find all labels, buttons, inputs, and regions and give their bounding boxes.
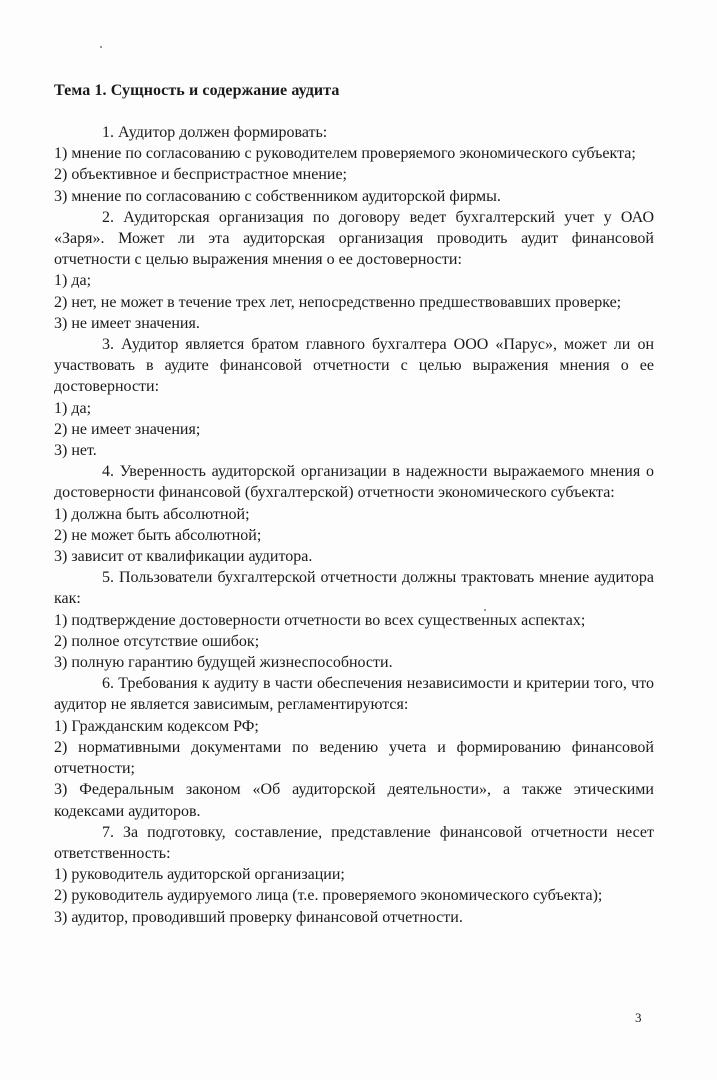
question-text: 2. Аудиторская организация по договору ведет бухгалтерский учет у ОАО «Заря». Может ли эта аудиторская организация проводить аудит финансовой отчетности с целью выражения мнения о ее достоверности: (54, 208, 654, 269)
answer-option: 1) да; (54, 399, 92, 417)
question-text: 3. Аудитор является братом главного бухгалтера ООО «Парус», может ли он участвовать в аудите финансовой отчетности с целью выражения мнения о ее достоверности: (54, 336, 654, 396)
question-6 (54, 673, 654, 821)
question-7 (54, 822, 654, 928)
answer-options (54, 716, 654, 822)
question-text: 7. За подготовку, составление, представление финансовой отчетности несет ответственность: (54, 823, 654, 862)
answer-options (54, 270, 654, 334)
answer-option: 1) должна быть абсолютной; (54, 505, 250, 523)
answer-option: 2) полное отсутствие ошибок; (54, 632, 260, 650)
answer-option: 2) нет, не может в течение трех лет, непосредственно предшествовавших проверке; (54, 293, 622, 311)
scan-speck (100, 46, 102, 48)
question-text: 6. Требования к аудиту в части обеспечения независимости и критерии того, что аудитор не является зависимым, регламентируются: (54, 675, 654, 714)
answer-option: 3) Федеральным законом «Об аудиторской деятельности», а также этическими кодексами аудиторов. (54, 781, 654, 820)
document-content (54, 80, 654, 928)
answer-options (54, 610, 654, 674)
answer-options (54, 398, 654, 462)
answer-option: 3) нет. (54, 442, 97, 460)
answer-option: 1) мнение по согласованию с руководителем проверяемого экономического субъекта; (54, 145, 636, 163)
question-text: 1. Аудитор должен формировать: (102, 124, 328, 141)
page-number: 3 (635, 1010, 642, 1025)
answer-options (54, 864, 654, 928)
question-text: 4. Уверенность аудиторской организации в надежности выражаемого мнения о достоверности финансовой (бухгалтерской) отчетности экономического субъекта: (54, 463, 654, 502)
answer-option: 3) не имеет значения. (54, 314, 200, 332)
answer-option: 3) аудитор, проводивший проверку финансовой отчетности. (54, 908, 463, 926)
answer-options (54, 143, 654, 207)
answer-option: 3) мнение по согласованию с собственником аудиторской фирмы. (54, 187, 501, 205)
answer-option: 3) зависит от квалификации аудитора. (54, 548, 313, 566)
answer-option: 2) не может быть абсолютной; (54, 526, 262, 544)
answer-option: 2) нормативными документами по ведению учета и формированию финансовой отчетности; (54, 738, 654, 778)
answer-option: 2) руководитель аудируемого лица (т.е. проверяемого экономического субъекта); (54, 887, 603, 905)
section-title: Тема 1. Сущность и содержание аудита (54, 82, 340, 99)
question-2 (54, 207, 654, 334)
answer-option: 3) полную гарантию будущей жизнеспособности. (54, 654, 393, 672)
answer-option: 1) руководитель аудиторской организации; (54, 866, 345, 884)
answer-option: 1) да; (54, 272, 92, 290)
question-text: 5. Пользователи бухгалтерской отчетности должны трактовать мнение аудитора как: (54, 569, 654, 608)
question-5 (54, 567, 654, 673)
answer-option: 2) не имеет значения; (54, 420, 201, 438)
answer-options (54, 504, 654, 568)
question-4 (54, 461, 654, 567)
answer-option: 1) подтверждение достоверности отчетности во всех существенных аспектах; (54, 611, 586, 629)
answer-option: 2) объективное и беспристрастное мнение; (54, 166, 347, 184)
question-3 (54, 334, 654, 461)
question-1 (54, 122, 654, 207)
answer-option: 1) Гражданским кодексом РФ; (54, 717, 259, 735)
